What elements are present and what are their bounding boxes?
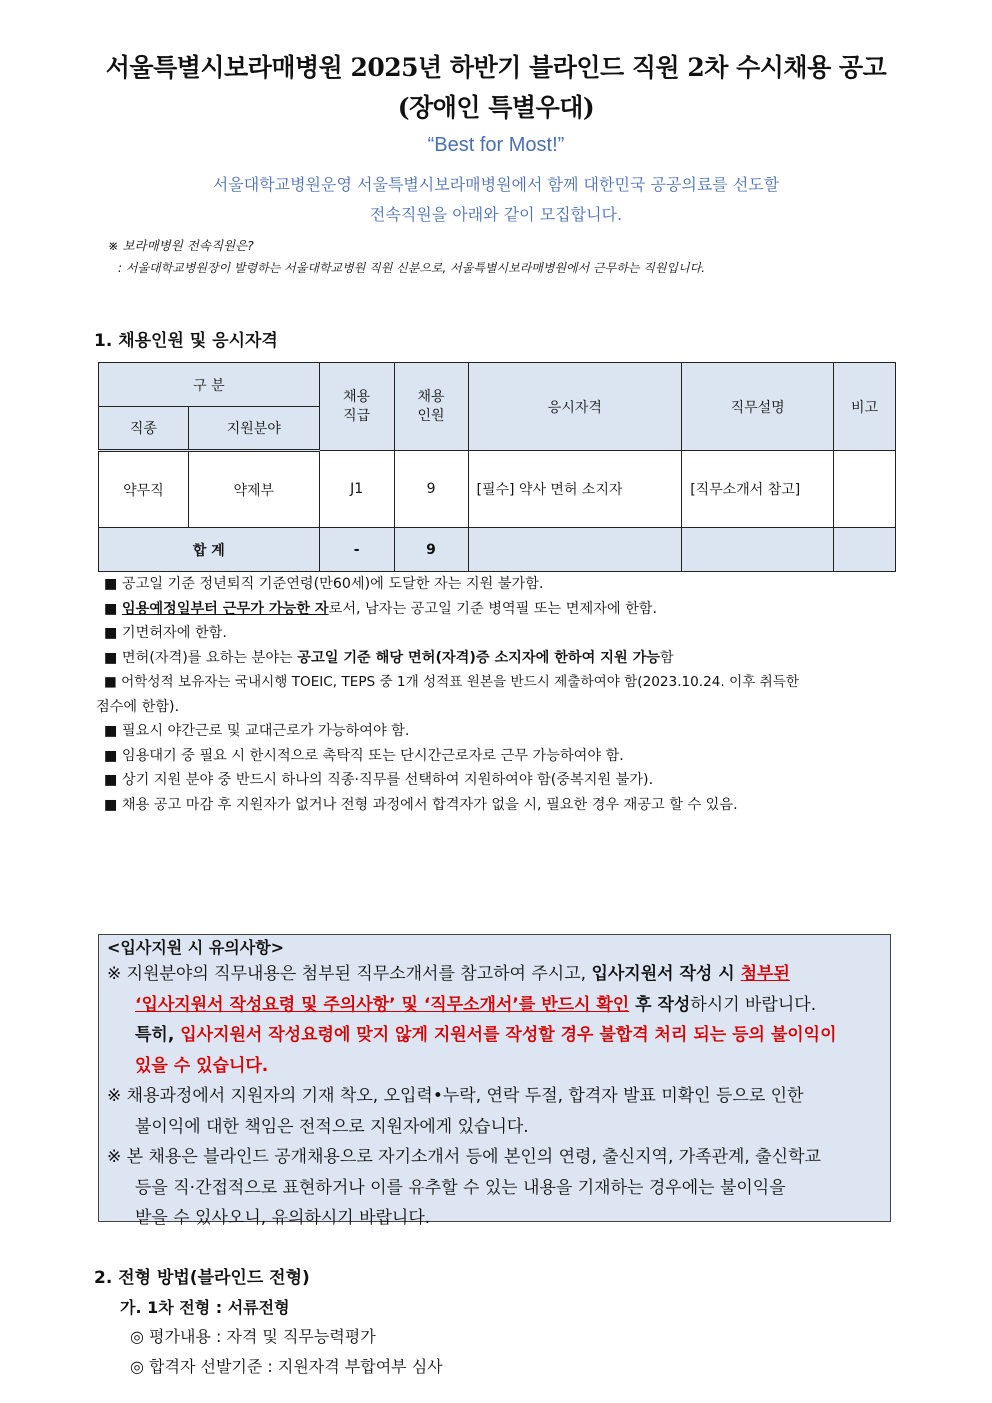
stage1-item: ◎ 평가내용 : 자격 및 직무능력평가 xyxy=(130,1327,376,1346)
notice-para-1 xyxy=(107,959,880,990)
rule-item: ■ 어학성적 보유자는 국내시행 TOEIC, TEPS 중 1개 성적표 원본을 반드시 제출하여야 함(2023.10.24. 이후 취득한 xyxy=(104,674,800,690)
rule-item: ■ 임용대기 중 필요 시 한시적으로 촉탁직 또는 단시간근로자로 근무 가능하여야 함. xyxy=(104,747,624,764)
header-field: 지원분야 xyxy=(188,407,319,451)
header-category: 구 분 xyxy=(99,363,320,407)
header-remarks: 비고 xyxy=(834,363,896,451)
rule-emphasis: 공고일 기준 해당 면허(자격)증 소지자에 한하여 지원 가능 xyxy=(297,649,661,666)
total-count: 9 xyxy=(394,528,468,572)
rule-item: ■ 공고일 기준 정년퇴직 기준연령(만60세)에 도달한 자는 지원 불가함. xyxy=(104,576,544,592)
announcement-subtitle: (장애인 특별우대) xyxy=(397,93,595,122)
notice-red-underline: 첨부된 xyxy=(740,964,790,984)
header-description: 직무설명 xyxy=(682,363,834,451)
notice-para-2: ※ 채용과정에서 지원자의 기재 착오, 오입력•누락, 연락 두절, 합격자 발표 미확인 등으로 인한 xyxy=(107,1086,804,1106)
staff-note-answer: : 서울대학교병원장이 발령하는 서울대학교병원 직원 신분으로, 서울특별시보라매병원에서 근무하는 직원입니다. xyxy=(118,261,706,275)
rule-item: ■ 상기 지원 분야 중 반드시 하나의 직종·직무를 선택하여 지원하여야 함(중복지원 불가). xyxy=(104,772,654,788)
notice-text: ※ 지원분야의 직무내용은 첨부된 직무소개서를 참고하여 주시고, xyxy=(107,964,592,984)
notice-emphasis: 특히, xyxy=(135,1025,181,1045)
cell-remarks xyxy=(834,451,896,528)
total-label: 합 계 xyxy=(99,528,320,572)
rule-bullet: ■ xyxy=(104,600,122,617)
total-blank-3 xyxy=(834,528,896,572)
stage1-heading: 가. 1차 전형 : 서류전형 xyxy=(120,1298,290,1317)
header-grade xyxy=(319,363,394,451)
rule-item: ■ 채용 공고 마감 후 지원자가 없거나 전형 과정에서 합격자가 없을 시, 필요한 경우 재공고 할 수 있음. xyxy=(104,796,738,813)
rule-item-continuation: 점수에 한함). xyxy=(96,698,180,715)
notice-emphasis: 입사지원서 작성 시 xyxy=(591,964,741,984)
table-row xyxy=(99,451,896,528)
recruitment-table xyxy=(98,362,896,572)
total-blank-2 xyxy=(682,528,834,572)
notice-red-underline: ‘입사지원서 작성요령 및 주의사항’ 및 ‘직무소개서’를 반드시 확인 xyxy=(135,994,630,1015)
staff-note-question: ※ 보라매병원 전속직원은? xyxy=(108,238,254,253)
notice-para-2-cont: 불이익에 대한 책임은 전적으로 지원자에게 있습니다. xyxy=(135,1116,529,1137)
notice-red-text: 입사지원서 작성요령에 맞지 않게 지원서를 작성할 경우 불합격 처리 되는 등의 불이익이 xyxy=(180,1025,837,1045)
header-grade-text: 채용 직급 xyxy=(343,388,371,424)
eligibility-rules xyxy=(96,572,894,817)
cell-field: 약제부 xyxy=(188,451,319,528)
notice-para-3-cont: 받을 수 있사오니, 유의하시기 바랍니다. xyxy=(135,1208,431,1228)
rule-text: 로서, 남자는 공고일 기준 병역필 또는 면제자에 한함. xyxy=(328,600,658,617)
stage1-item: ◎ 합격자 선발기준 : 지원자격 부합여부 심사 xyxy=(130,1357,443,1376)
header-count xyxy=(394,363,468,451)
notice-para-3: ※ 본 채용은 블라인드 공개채용으로 자기소개서 등에 본인의 연령, 출신지역, 가족관계, 출신학교 xyxy=(107,1147,821,1167)
rule-text: ■ 면허(자격)를 요하는 분야는 xyxy=(104,649,298,666)
cell-qualification: [필수] 약사 면허 소지자 xyxy=(468,451,682,528)
notice-para-3-cont: 등을 직·간접적으로 표현하거나 이를 유추할 수 있는 내용을 기재하는 경우에는 불이익을 xyxy=(135,1177,786,1198)
notice-para-1-cont xyxy=(107,1020,880,1051)
notice-red-text: 있을 수 있습니다. xyxy=(135,1055,269,1076)
rule-text: 함 xyxy=(660,649,674,666)
header-job-type: 직종 xyxy=(99,407,189,451)
rule-item xyxy=(104,597,894,622)
section2-heading: 2. 전형 방법(블라인드 전형) xyxy=(94,1268,310,1288)
announcement-title: 서울특별시보라매병원 2025년 하반기 블라인드 직원 2차 수시채용 공고 xyxy=(105,53,887,82)
notice-text: 하시기 바랍니다. xyxy=(690,994,817,1015)
section1-heading: 1. 채용인원 및 응시자격 xyxy=(94,331,278,351)
rule-emphasis: 임용예정일부터 근무가 가능한 자 xyxy=(121,600,329,617)
rule-item xyxy=(104,646,894,671)
cell-description: [직무소개서 참고] xyxy=(682,451,834,528)
header-count-text: 채용 인원 xyxy=(417,388,445,424)
intro-line-2: 전속직원을 아래와 같이 모집합니다. xyxy=(369,205,623,224)
total-grade: - xyxy=(319,528,394,572)
table-total-row xyxy=(99,528,896,572)
cell-count: 9 xyxy=(394,451,468,528)
cell-job-type: 약무직 xyxy=(99,451,189,528)
rule-item: ■ 기면허자에 한함. xyxy=(104,625,227,641)
header-qualification: 응시자격 xyxy=(468,363,682,451)
total-blank-1 xyxy=(468,528,682,572)
cell-grade: J1 xyxy=(319,451,394,528)
intro-line-1: 서울대학교병원운영 서울특별시보라매병원에서 함께 대한민국 공공의료를 선도할 xyxy=(212,175,780,194)
notice-emphasis: 후 작성 xyxy=(629,994,691,1015)
rule-item: ■ 필요시 야간근로 및 교대근로가 가능하여야 함. xyxy=(104,723,410,739)
notice-heading: <입사지원 시 유의사항> xyxy=(107,938,285,957)
application-notice-box xyxy=(98,934,891,1228)
slogan: “Best for Most!” xyxy=(427,134,565,156)
notice-para-1-cont xyxy=(107,990,880,1021)
